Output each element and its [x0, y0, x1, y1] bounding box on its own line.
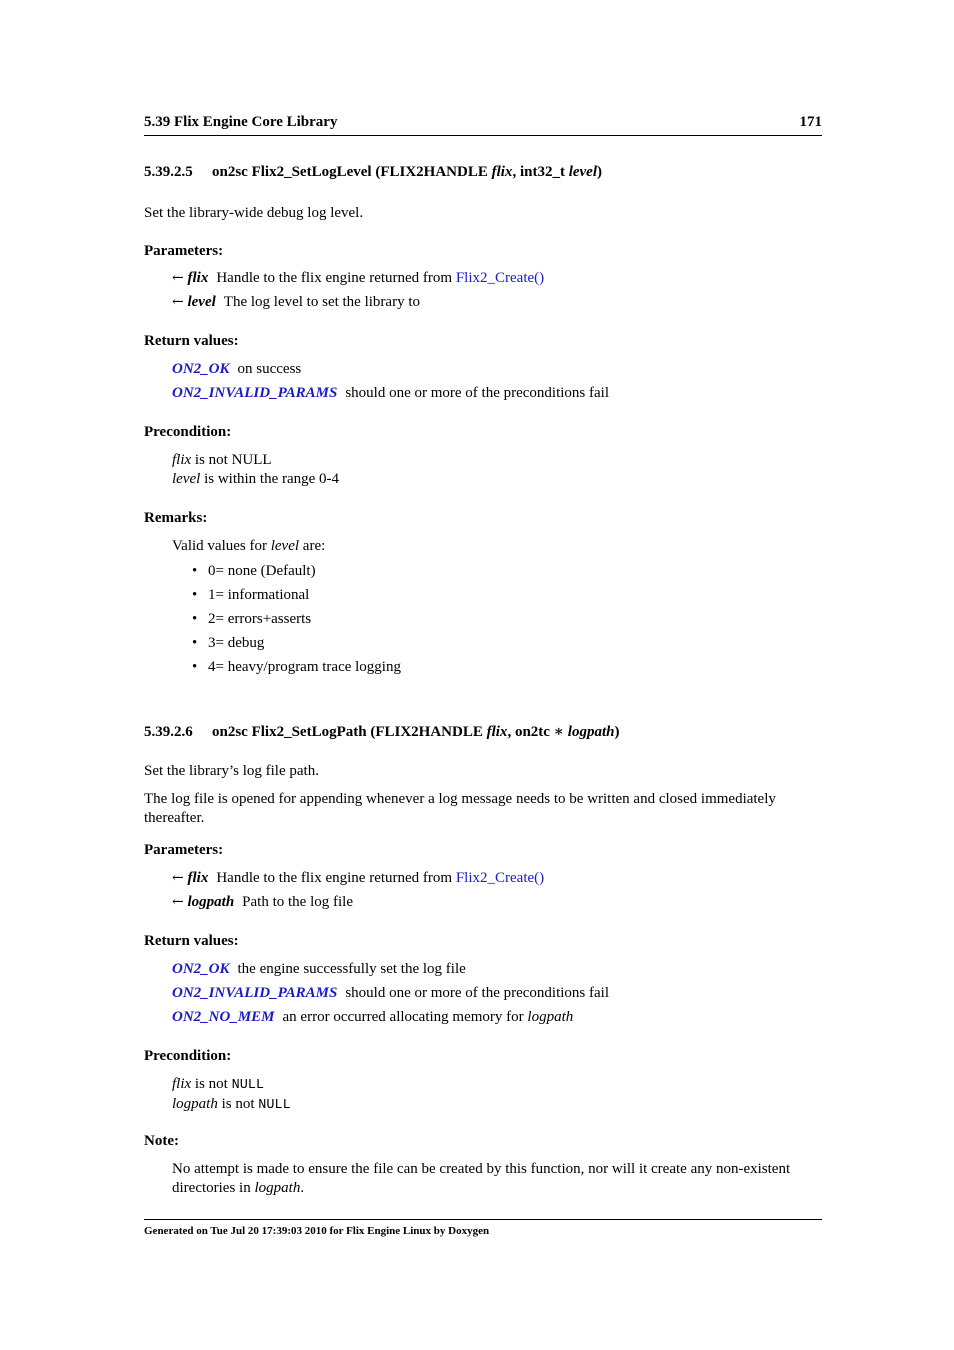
section-number: 5.39.2.5	[144, 164, 193, 180]
parameter-description: Handle to the flix engine returned from	[216, 870, 456, 886]
null-code: NULL	[258, 1098, 291, 1113]
precondition-item: flix is not NULL	[172, 1076, 265, 1093]
parameter-name: logpath	[187, 894, 235, 910]
remarks-label: Remarks:	[144, 510, 208, 526]
precondition-list	[172, 1075, 850, 1115]
direction-in-icon: ←	[172, 870, 184, 886]
on2-ok-link[interactable]: ON2_OK	[172, 961, 230, 977]
return-value-description: on success	[237, 361, 302, 377]
parameter-item	[172, 866, 850, 890]
return-value-item	[172, 381, 850, 405]
parameters-list	[172, 866, 850, 914]
return-value-description: the engine successfully set the log file	[237, 961, 466, 977]
section-heading-setlogpath: 5.39.2.6 on2sc Flix2_SetLogPath (FLIX2HANDLE flix, on2tc ∗ logpath)	[144, 724, 620, 740]
section-number: 5.39.2.6	[144, 724, 193, 740]
parameter-item	[172, 266, 850, 290]
parameter-description: The log level to set the library to	[223, 294, 420, 310]
null-code: NULL	[231, 1078, 265, 1093]
return-values-label: Return values:	[144, 933, 239, 949]
parameter-description: Path to the log file	[242, 894, 353, 910]
section-description: Set the library’s log file path.	[144, 763, 319, 779]
parameter-item	[172, 890, 850, 914]
note-label: Note:	[144, 1133, 179, 1149]
return-value-description: should one or more of the preconditions fail	[345, 385, 609, 401]
section-description: Set the library-wide debug log level.	[144, 205, 364, 221]
list-item: • 0= none (Default)	[192, 559, 822, 583]
on2-ok-link[interactable]: ON2_OK	[172, 361, 230, 377]
list-item: • 1= informational	[192, 583, 822, 607]
list-item: • 2= errors+asserts	[192, 607, 822, 631]
flix2-create-link[interactable]: Flix2_Create()	[455, 870, 545, 886]
parameters-label: Parameters:	[144, 243, 224, 259]
direction-in-icon: ←	[172, 270, 184, 286]
return-value-item	[172, 957, 850, 981]
return-values-list	[172, 957, 850, 1029]
remarks-text: Valid values for level are:	[172, 538, 326, 554]
flix2-create-link[interactable]: Flix2_Create()	[455, 270, 545, 286]
parameter-name: level	[187, 294, 216, 310]
page-header	[144, 113, 822, 136]
list-item: • 4= heavy/program trace logging	[192, 655, 822, 679]
parameter-name: flix	[187, 270, 209, 286]
precondition-label: Precondition:	[144, 1048, 232, 1064]
return-value-item	[172, 981, 850, 1005]
precondition-item: flix is not NULL	[172, 452, 272, 468]
log-levels-list	[144, 559, 822, 679]
return-value-description: an error occurred allocating memory for	[282, 1009, 528, 1025]
precondition-list	[172, 451, 850, 489]
return-values-label: Return values:	[144, 333, 239, 349]
list-item: • 3= debug	[192, 631, 822, 655]
section-description-detail: The log file is opened for appending whenever a log message needs to be written and closed immediately thereafter.	[144, 791, 776, 826]
section-heading-setloglevel: 5.39.2.5 on2sc Flix2_SetLogLevel (FLIX2HANDLE flix, int32_t level)	[144, 164, 602, 180]
parameters-label: Parameters:	[144, 842, 224, 858]
precondition-item: level is within the range 0-4	[172, 471, 340, 487]
parameter-item	[172, 290, 850, 314]
page-footer: Generated on Tue Jul 20 17:39:03 2010 for Flix Engine Linux by Doxygen	[144, 1219, 822, 1237]
parameter-name: flix	[187, 870, 209, 886]
direction-in-icon: ←	[172, 894, 184, 910]
on2-invalid-params-link[interactable]: ON2_INVALID_PARAMS	[172, 985, 338, 1001]
precondition-item: logpath is not NULL	[172, 1096, 291, 1113]
note-text: No attempt is made to ensure the file can be created by this function, nor will it create any non-existent directories in logpath.	[172, 1161, 791, 1196]
parameter-description: Handle to the flix engine returned from	[216, 270, 456, 286]
return-value-item	[172, 357, 850, 381]
return-values-list	[172, 357, 850, 405]
parameters-list	[172, 266, 850, 314]
precondition-label: Precondition:	[144, 424, 232, 440]
on2-invalid-params-link[interactable]: ON2_INVALID_PARAMS	[172, 385, 338, 401]
return-value-item: ON2_NO_MEM an error occurred allocating memory for logpath	[172, 1009, 574, 1025]
on2-no-mem-link[interactable]: ON2_NO_MEM	[172, 1009, 275, 1025]
header-section-title: 5.39 Flix Engine Core Library	[144, 114, 338, 130]
header-page-number: 171	[799, 114, 822, 130]
direction-in-icon: ←	[172, 294, 184, 310]
return-value-description: should one or more of the preconditions fail	[345, 985, 609, 1001]
